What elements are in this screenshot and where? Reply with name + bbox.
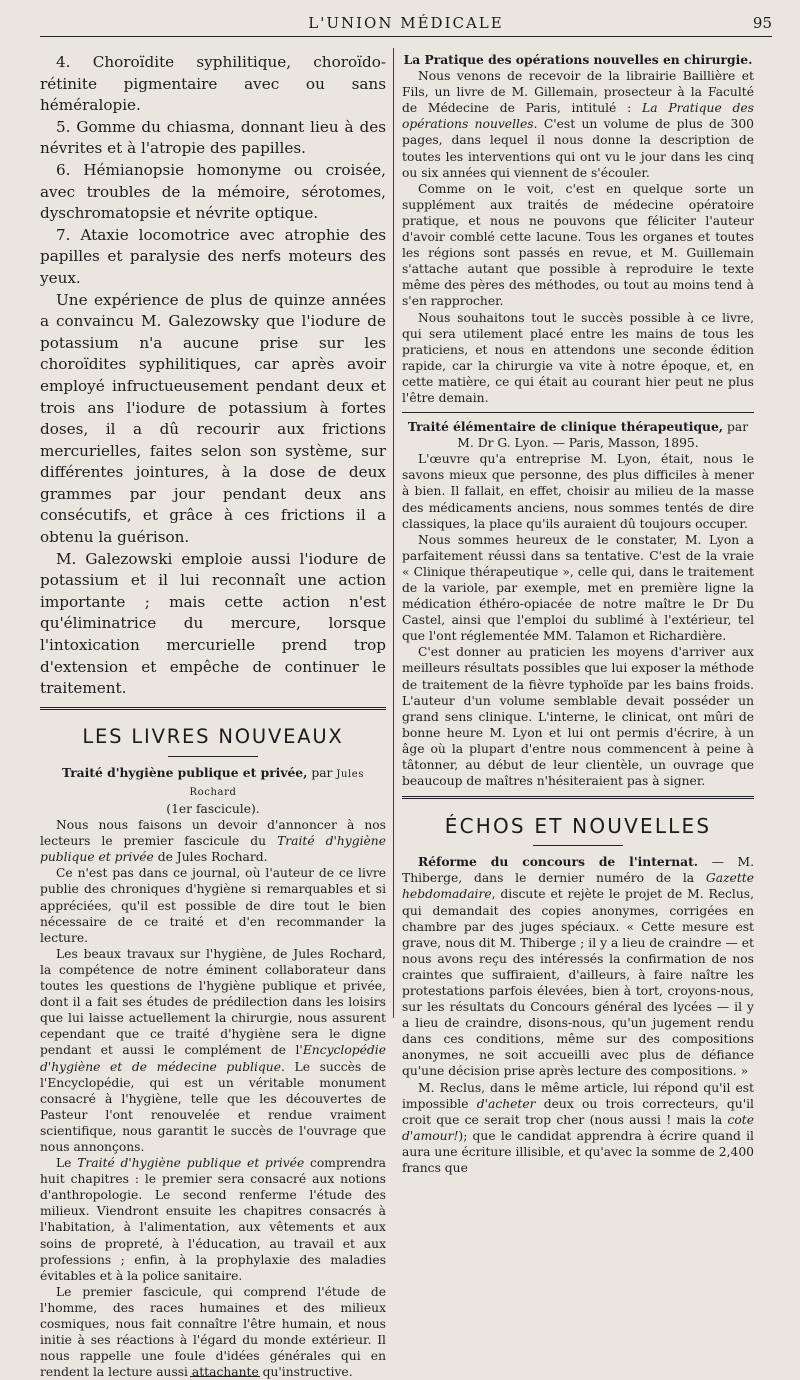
list-item-5: 5. Gomme du chiasma, donnant lieu à des névrites et à l'atropie des papilles. [40, 117, 386, 158]
echos-content [402, 854, 754, 1176]
book-author: Jules Rochard [189, 768, 365, 798]
right-column [402, 52, 754, 1176]
paragraph [40, 946, 386, 1155]
paragraph [402, 68, 754, 181]
paragraph: C'est donner au praticien les moyens d'arriver aux meilleurs résultats possibles que lui exposer la méthode de traitement de la fièvre typhoïde par les bains froids. L'auteur d'un volume semblable devait posséder un grand sens clinique. L'interne, le clinicat, ont mûri de bonne heure M. Lyon et lui ont permis d'écrire, à un âge où la plupart d'entre nous commencent à peine à tâtonner, au début de leur clientèle, un ouvrage que beaucoup de maîtres n'hésiteraient pas à signer. [402, 645, 754, 789]
italic-title: Gazette hebdomadaire [402, 871, 754, 902]
paragraph: Nous sommes heureux de le constater, M. Lyon a parfaitement réussi dans sa tentative. C'est de la vraie « Clinique thérapeutique », celle qui, dans le traitement de la variole, par exemple, met en première ligne la médication éthéro-opiacée de notre maître le Dr Du Castel, ainsi que l'emploi du sublimé à l'extérieur, tel que l'ont réglementée MM. Talamon et Richardière. [402, 532, 754, 644]
text: Nous venons de recevoir de la librairie Baillière et Fils, un livre de M. Gillemain, prosecteur à la Faculté de Médecine de Paris, intitulé : [402, 69, 754, 116]
list-item-7: 7. Ataxie locomotrice avec atrophie des papilles et paralysie des nerfs moteurs des yeux. [40, 225, 386, 287]
traite-title: Traité élémentaire de clinique thérapeutique, [407, 419, 724, 435]
italic-word: d'acheter [476, 1096, 536, 1111]
italic-title: Traité d'hygiène publique et privée [77, 1156, 305, 1171]
text: de Jules Rochard. [157, 850, 268, 865]
text: Les beaux travaux sur l'hygiène, de Jules Rochard, la compétence de notre éminent collaborateur dans toutes les questions de l'hygiène publique et privée, dont il a fait ses études de prédilection dans les loisirs que lui laisse actuellement la chirurgie, nous assurent cependant que ce traité d'hygiène sera le digne pendant et aussi le complément de l' [40, 946, 386, 1058]
section-rule [40, 707, 386, 710]
left-column [40, 52, 386, 1380]
paragraph [40, 817, 386, 865]
paragraph [402, 1080, 754, 1177]
book-heading [40, 765, 386, 817]
hygiene-review [40, 765, 386, 1380]
pratique-title: La Pratique des opérations nouvelles en chirurgie. [403, 52, 753, 67]
book-fascicule: (1er fascicule). [166, 802, 260, 816]
text: — M. Thiberge, dans le dernier numéro de la [402, 855, 754, 886]
section-title-echos: ÉCHOS ET NOUVELLES [444, 814, 712, 839]
text: M. Reclus, dans le même article, lui répond qu'il est impossible [402, 1080, 754, 1111]
text: deux ou trois correcteurs, qu'il croit que ce serait trop cher (nous aussi ! mais la [402, 1096, 754, 1127]
paragraph: Le premier fascicule, qui comprend l'étude de l'homme, des races humaines et des milieux cosmiques, nous fait connaître l'être humain, et nous initie à ses réactions à l'égard du monde extérieur. Il nous rappelle une foule d'idées générales qui en rendent la lecture aussi attachante qu'instructive. [40, 1284, 386, 1380]
reforme-title: Réforme du concours de l'internat. [418, 854, 699, 870]
pratique-review [402, 52, 754, 406]
title-underline [533, 845, 623, 846]
text: ); que le candidat apprendra à écrire quand il aura une écriture illisible, et qu'avec la somme de 2,400 francs que [402, 1128, 754, 1175]
book-by: par [311, 765, 333, 780]
italic-word: cote d'amour! [402, 1112, 754, 1143]
italic-title: La Pratique des opérations nouvelles. [402, 101, 754, 132]
text: . Le succès de l'Encyclopédie, qui est un véritable monument consacré à l'hygiène, telle que les découvertes de Pasteur l'ont renouvelée et rendue vraiment scientifique, nous garantit le succès de l'ouvrage que nous annonçons. [40, 1059, 386, 1154]
book-title: Traité d'hygiène publique et privée, [61, 764, 308, 780]
paragraph: Nous souhaitons tout le succès possible à ce livre, qui sera utilement placé entre les mains de tous les praticiens, et nous en attendons une seconde édition rapide, car la chirurgie va vite à notre époque, et, en cette matière, ce qui était au courant hier peut ne plus l'être demain. [402, 310, 754, 405]
galezowski-continuation [40, 52, 386, 700]
paragraph [402, 854, 754, 1079]
page-number: 95 [752, 14, 772, 32]
text: , discute et rejète le projet de M. Reclus, qui demandait des copies anonymes, corrigées en chambre par des juges spéciaux. « Cette mesure est grave, nous dit M. Thiberge ; il y a lieu de craindre — et nous avons reçu des intéressés la confirmation de nos craintes que suffiraient, d'ailleurs, à faire naître les protestations parfois élevées, bien à tort, croyons-nous, sur les résultats du Concours général des lycées — il y a lieu de craindre, disons-nous, qu'un jugement rendu dans ces conditions, même sur des compositions anonymes, ne soit accueilli avec plus de défiance qu'une décision prise après lecture des compositions. » [402, 887, 754, 1079]
column-divider [393, 48, 394, 1018]
paragraph: M. Galezowski emploie aussi l'iodure de potassium et il lui reconnaît une action importante ; mais cette action n'est qu'éliminatrice du mercure, lorsque l'intoxication mercurielle prend trop d'extension et empêche de continuer le traitement. [40, 549, 386, 698]
text: Le [56, 1156, 72, 1171]
section-rule [402, 796, 754, 799]
paragraph: L'œuvre qu'a entreprise M. Lyon, était, nous le savons mieux que personne, des plus difficiles à mener à bien. Il fallait, en effet, choisir au milieu de la masse des médicaments anciens, nous sommes tentés de dire classiques, la place qu'ils auraient dû toujours occuper. [402, 452, 754, 531]
journal-title: L'UNION MÉDICALE [308, 14, 504, 32]
list-item-6: 6. Hémianopsie homonyme ou croisée, avec troubles de la mémoire, sérotomes, dyschromatopsie et névrite optique. [40, 160, 386, 223]
italic-title: Traité d'hygiène publique et privée [40, 834, 386, 865]
list-item-4: 4. Choroïdite syphilitique, choroïdo-rétinite pigmentaire avec ou sans héméralopie. [40, 53, 386, 115]
paragraph: Comme on le voit, c'est en quelque sorte un supplément aux traités de médecine opératoire pratique, et nous ne pouvons que féliciter l'auteur d'avoir comblé cette lacune. Tous les organes et toutes les régions sont passés en revue, et M. Guillemain s'attache autant que possible à reproduire le texte même des pères des méthodes, ou tout au moins tend à s'en rapprocher. [402, 181, 754, 309]
text: C'est un volume de plus de 300 pages, dans lequel il nous donne la description de toutes les interventions qui ont vu le jour dans les cinq ou six années qui viennent de s'écouler. [402, 117, 754, 180]
traite-par: par [727, 420, 749, 435]
traite-review [402, 419, 754, 789]
header-rule [40, 36, 772, 37]
title-underline [168, 756, 258, 757]
paragraph [40, 1155, 386, 1284]
running-header [40, 12, 772, 36]
traite-heading [402, 419, 754, 451]
traite-author: M. Dr G. Lyon. — Paris, Masson, 1895. [457, 436, 699, 451]
paragraph: Ce n'est pas dans ce journal, où l'auteur de ce livre publie des chroniques d'hygiène si remarquables et si appréciées, qu'il est possible de dire tout le bien nécessaire de ce traité et d'en recommander la lecture. [40, 866, 386, 945]
italic-title: Encyclopédie d'hygiène et de médecine publique [40, 1043, 386, 1074]
paragraph: Une expérience de plus de quinze années a convaincu M. Galezowsky que l'iodure de potassium n'a aucune prise sur les choroïdites syphilitiques, car après avoir employé infructueusement pendant deux et trois ans l'iodure de potassium à fortes doses, il a dû recourir aux frictions mercurielles, faites selon son système, sur différentes jointures, à la dose de deux grammes par jour pendant deux ans consécutifs, et grâce à ces frictions il a obtenu la guérison. [40, 290, 386, 547]
text: Nous nous faisons un devoir d'annoncer à nos lecteurs le premier fascicule du [40, 818, 386, 849]
section-title-livres: LES LIVRES NOUVEAUX [82, 724, 344, 748]
text: comprendra huit chapitres : le premier sera consacré aux notions d'anthropologie. Le second renferme l'étude des milieux. Viendront ensuite les chapitres consacrés à l'habitation, à l'alimentation, aux vêtements et aux soins de propreté, à l'éducation, au travail et aux professions ; enfin, à la prophylaxie des maladies évitables et à la police sanitaire. [40, 1156, 386, 1283]
article-divider [402, 412, 754, 413]
